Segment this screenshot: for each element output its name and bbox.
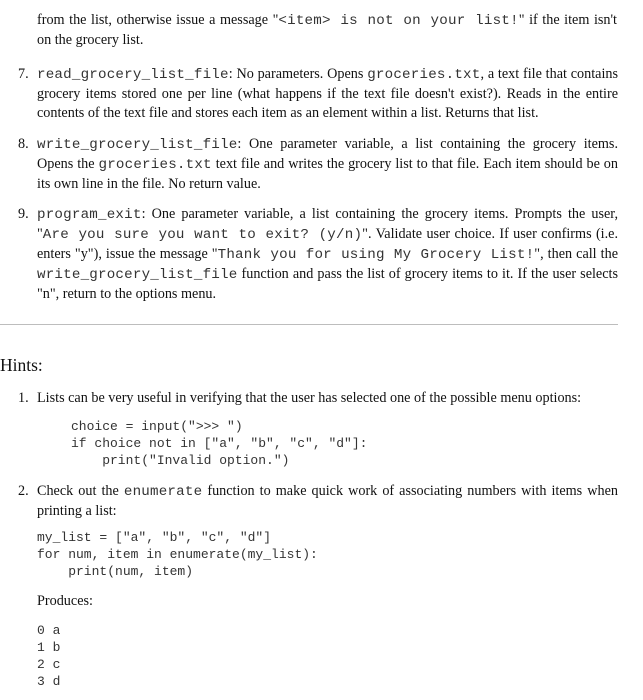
item-description xyxy=(37,65,618,123)
thank-you-message-code: Thank you for using My Grocery List! xyxy=(217,247,535,263)
code-line: if choice not in ["a", "b", "c", "d"]: xyxy=(71,436,368,451)
function-name-code: read_grocery_list_file xyxy=(37,67,229,83)
item-text: : One parameter variable, a list containing the grocery items. Prompts the user, " xyxy=(37,206,618,242)
output-line: 0 a xyxy=(37,623,61,638)
continuation-text: from the list, otherwise issue a message " xyxy=(37,12,279,28)
enumerate-code: enumerate xyxy=(123,484,203,500)
hint-text-part: Check out the xyxy=(37,483,124,499)
output-line: 1 b xyxy=(37,640,61,655)
exit-prompt-code: Are you sure you want to exit? (y/n) xyxy=(42,227,363,243)
hint-number: 2. xyxy=(18,483,29,499)
hint-item-1 xyxy=(18,389,618,408)
code-block-enumerate xyxy=(37,529,318,580)
code-line: print("Invalid option.") xyxy=(71,453,290,468)
hints-heading: Hints: xyxy=(0,355,43,375)
produces-label: Produces: xyxy=(37,593,93,609)
continuation-paragraph xyxy=(37,11,617,50)
item-text: text file and writes the grocery list to that file. Each item should be on its own line in the file. No return value. xyxy=(37,156,618,192)
code-block-menu-validation xyxy=(71,418,367,469)
code-line: choice = input(">>> ") xyxy=(71,419,243,434)
hint-text xyxy=(37,482,618,521)
item-text: ", then call the xyxy=(534,246,619,262)
hint-number: 1. xyxy=(18,390,29,406)
function-name-code: write_grocery_list_file xyxy=(37,137,238,153)
function-name-code: write_grocery_list_file xyxy=(37,267,238,283)
hint-text: Lists can be very useful in verifying that the user has selected one of the possible menu options: xyxy=(37,390,582,406)
item-text: , a text file that contains grocery items stored one per line (what happens if the text file doesn't exist?). Reads in the entire contents of the text file and stores each item as an element within a list. Returns that list. xyxy=(37,66,619,121)
not-on-list-message-code: <item> is not on your list! xyxy=(278,13,519,29)
code-line: for num, item in enumerate(my_list): xyxy=(37,547,318,562)
output-line: 3 d xyxy=(37,674,61,689)
hint-item-2 xyxy=(18,482,618,521)
item-text: : No parameters. Opens xyxy=(228,66,368,82)
item-text: ". Validate user choice. If user confirms (i.e. enters "y"), issue the message " xyxy=(37,226,619,262)
list-item-write-grocery-list-file xyxy=(18,135,618,194)
continuation-text-end: " if the item isn't on the grocery list. xyxy=(37,12,618,48)
code-line: print(num, item) xyxy=(37,564,194,579)
item-text: : One parameter variable, a list containing the grocery items. Opens the xyxy=(37,136,618,172)
item-description xyxy=(37,205,618,304)
filename-code: groceries.txt xyxy=(98,157,212,173)
list-item-program-exit xyxy=(18,205,618,304)
item-number: 9. xyxy=(18,206,29,222)
item-number: 7. xyxy=(18,66,29,82)
code-block-output xyxy=(37,622,60,690)
function-name-code: program_exit xyxy=(37,207,142,223)
section-divider xyxy=(0,324,618,325)
item-text: function and pass the list of grocery items to it. If the user selects "n", return to the options menu. xyxy=(37,266,618,302)
item-description xyxy=(37,135,618,194)
output-line: 2 c xyxy=(37,657,61,672)
code-line: my_list = ["a", "b", "c", "d"] xyxy=(37,530,272,545)
hint-text-part: function to make quick work of associating numbers with items when printing a list: xyxy=(37,483,618,519)
list-item-read-grocery-list-file xyxy=(18,65,618,123)
item-number: 8. xyxy=(18,136,29,152)
filename-code: groceries.txt xyxy=(367,67,481,83)
